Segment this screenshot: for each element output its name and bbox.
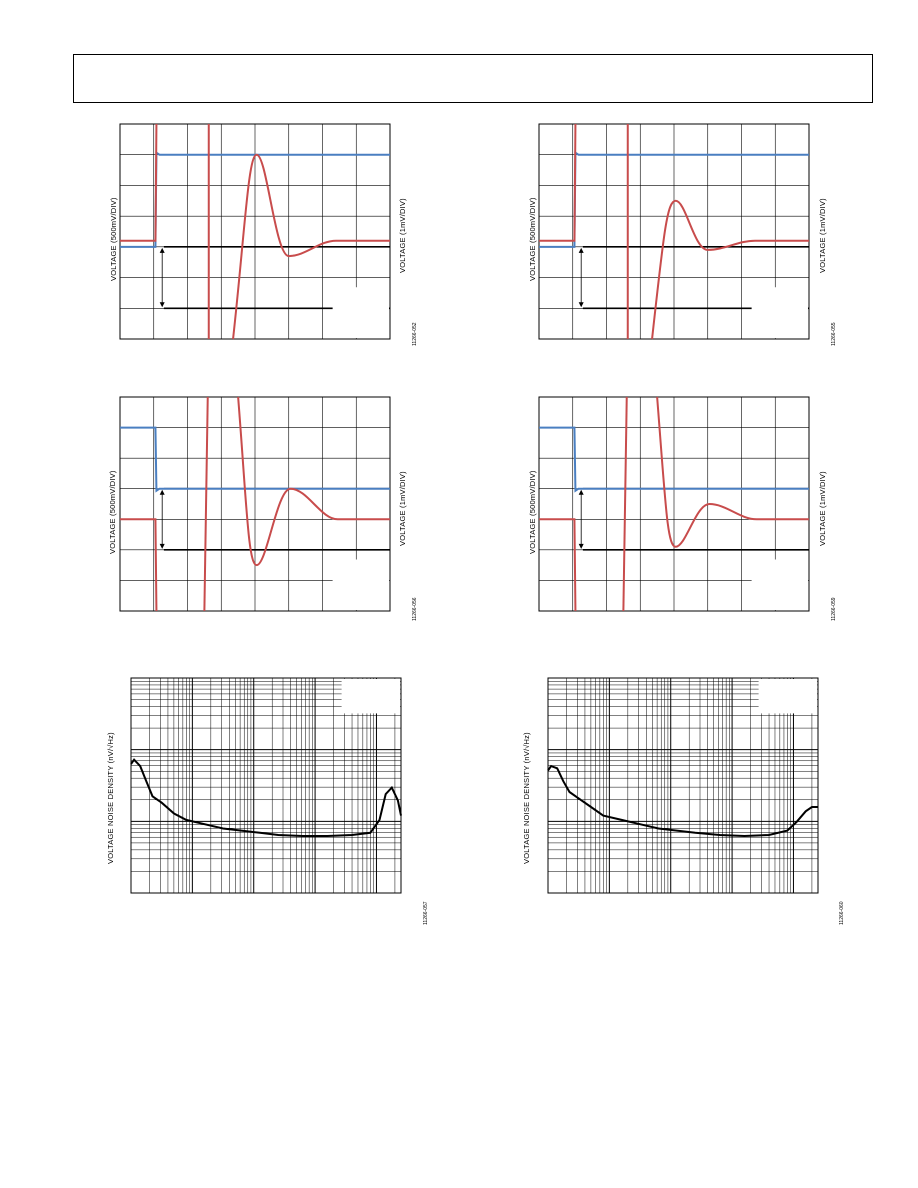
figure-id: 11266-055 — [831, 322, 837, 346]
annotation-mask — [759, 679, 817, 713]
y2-axis-label: VOLTAGE (1mV/DIV) — [818, 198, 827, 273]
y2-axis-label: VOLTAGE (1mV/DIV) — [818, 471, 827, 546]
y-axis-label: VOLTAGE (500mV/DIV) — [528, 197, 537, 281]
y2-axis-label: VOLTAGE (1mV/DIV) — [398, 198, 407, 273]
noise-density-trace — [548, 766, 818, 836]
figure-id: 11266-052 — [412, 322, 418, 346]
y-axis-label: VOLTAGE (500mV/DIV) — [108, 470, 117, 554]
figure-id: 11266-056 — [412, 597, 418, 621]
y-axis-label: VOLTAGE (500mV/DIV) — [109, 197, 118, 281]
y-axis-label: VOLTAGE NOISE DENSITY (nV/√Hz) — [522, 732, 531, 864]
y2-axis-label: VOLTAGE (1mV/DIV) — [398, 471, 407, 546]
y-axis-label: VOLTAGE (500mV/DIV) — [528, 470, 537, 554]
figure-id: 11266-060 — [839, 901, 845, 925]
figure-id: 11266-059 — [831, 597, 837, 621]
y-axis-label: VOLTAGE NOISE DENSITY (nV/√Hz) — [106, 732, 115, 864]
figure-id: 11266-057 — [423, 901, 429, 925]
